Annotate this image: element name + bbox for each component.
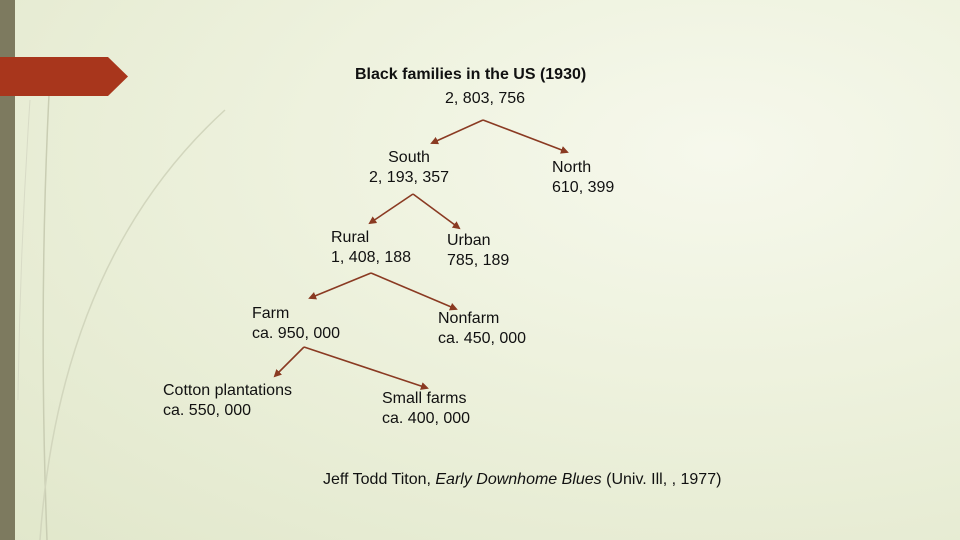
arrow-root-north	[483, 120, 567, 152]
rural-label: Rural	[331, 229, 370, 246]
arrow-rural-farm	[310, 273, 371, 298]
node-farm	[252, 304, 340, 344]
arrow-root-south	[432, 120, 483, 143]
root-value: 2, 803, 756	[445, 90, 526, 107]
rural-value: 1, 408, 188	[331, 249, 412, 266]
arrow-farm-smallfarms	[304, 347, 427, 388]
north-label: North	[552, 159, 592, 176]
cotton-value: ca. 550, 000	[163, 402, 252, 419]
citation-work: Early Downhome Blues	[435, 471, 602, 488]
citation-author: Jeff Todd Titon,	[323, 471, 436, 488]
root-title: Black families in the US (1930)	[355, 66, 587, 83]
arrow-south-urban	[413, 194, 459, 228]
arrow-farm-cotton	[275, 347, 304, 376]
smallfarms-label: Small farms	[382, 390, 467, 407]
node-cotton-plantations	[163, 381, 292, 421]
node-rural	[331, 228, 411, 268]
arrow-rural-nonfarm	[371, 273, 456, 309]
south-label: South	[388, 149, 430, 166]
farm-value: ca. 950, 000	[252, 325, 341, 342]
nonfarm-label: Nonfarm	[438, 310, 500, 327]
smallfarms-value: ca. 400, 000	[382, 410, 471, 427]
node-north	[552, 158, 614, 198]
nonfarm-value: ca. 450, 000	[438, 330, 527, 347]
south-value: 2, 193, 357	[369, 169, 450, 186]
citation	[323, 470, 721, 490]
farm-label: Farm	[252, 305, 290, 322]
node-nonfarm	[438, 309, 526, 349]
node-urban	[447, 231, 509, 271]
node-root	[355, 65, 586, 109]
urban-value: 785, 189	[447, 252, 510, 269]
arrow-south-rural	[370, 194, 413, 223]
urban-label: Urban	[447, 232, 491, 249]
citation-publisher: (Univ. Ill, , 1977)	[601, 471, 722, 488]
node-south	[369, 148, 449, 188]
node-small-farms	[382, 389, 470, 429]
north-value: 610, 399	[552, 179, 615, 196]
cotton-label: Cotton plantations	[163, 382, 292, 399]
